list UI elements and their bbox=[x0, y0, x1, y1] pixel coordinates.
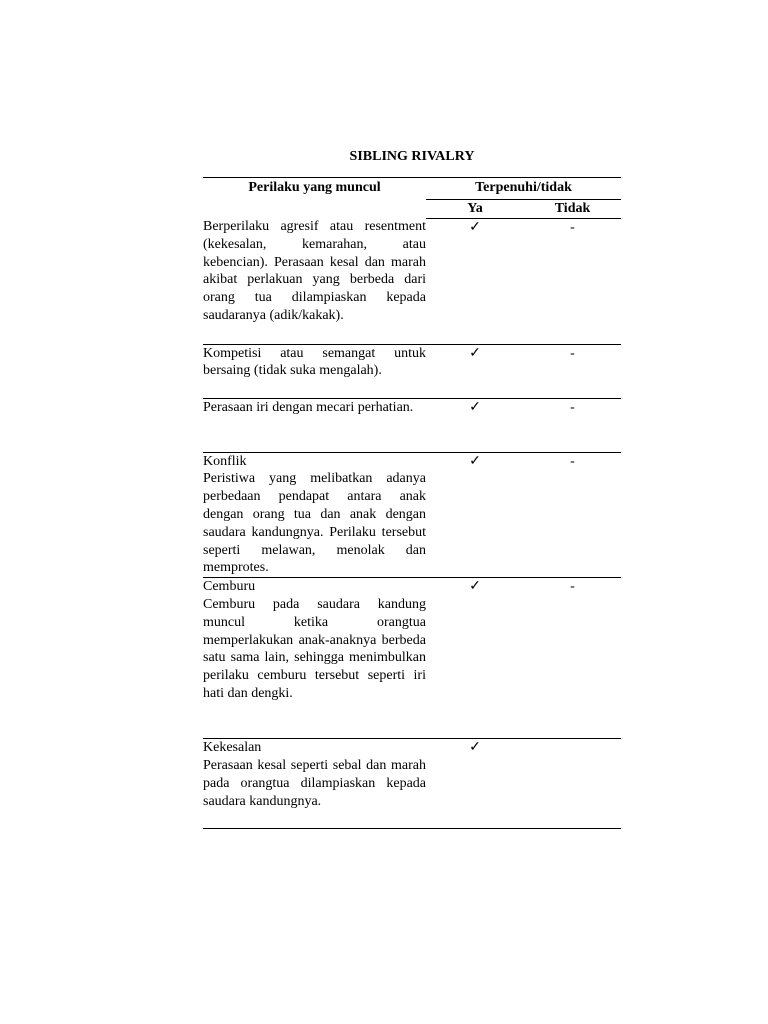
behavior-text: Berperilaku agresif atau resentment (kekesalan, kemarahan, atau kebencian). Perasaan kesal dan marah akibat perlakuan yang berbeda dari orang tua dilampiaskan kepada saudaranya (adik/kakak). bbox=[203, 219, 426, 324]
behavior-text: Peristiwa yang melibatkan adanya perbedaan pendapat antara anak dengan orang tua dan anak dengan saudara kandungnya. Perilaku tersebut seperti melawan, menolak dan memprotes. bbox=[203, 471, 426, 576]
behavior-heading: Cemburu bbox=[203, 579, 256, 595]
no-dash bbox=[524, 739, 621, 829]
table-row bbox=[203, 344, 621, 398]
behavior-cell bbox=[203, 452, 426, 578]
yes-check-icon: ✓ bbox=[426, 452, 524, 578]
behavior-text: Kompetisi atau semangat untuk bersaing (tidak suka mengalah). bbox=[203, 345, 426, 379]
behavior-cell bbox=[203, 218, 426, 344]
header-behavior: Perilaku yang muncul bbox=[203, 178, 426, 219]
yes-check-icon: ✓ bbox=[426, 218, 524, 344]
table-row bbox=[203, 218, 621, 344]
behavior-cell bbox=[203, 739, 426, 829]
header-yes: Ya bbox=[426, 199, 524, 218]
header-fulfilled-group: Terpenuhi/tidak bbox=[426, 178, 621, 200]
yes-check-icon: ✓ bbox=[426, 578, 524, 739]
behavior-heading: Konflik bbox=[203, 453, 247, 469]
yes-check-icon: ✓ bbox=[426, 344, 524, 398]
behavior-cell bbox=[203, 578, 426, 739]
no-dash: - bbox=[524, 452, 621, 578]
behavior-cell bbox=[203, 398, 426, 452]
behavior-cell bbox=[203, 344, 426, 398]
no-dash: - bbox=[524, 398, 621, 452]
behavior-text: Perasaan iri dengan mecari perhatian. bbox=[203, 399, 414, 415]
yes-check-icon: ✓ bbox=[426, 739, 524, 829]
no-dash: - bbox=[524, 218, 621, 344]
behavior-text: Perasaan kesal seperti sebal dan marah pada orangtua dilampiaskan kepada saudara kandungnya. bbox=[203, 757, 426, 809]
no-dash: - bbox=[524, 344, 621, 398]
table-row bbox=[203, 578, 621, 739]
behavior-heading: Kekesalan bbox=[203, 740, 262, 756]
no-dash: - bbox=[524, 578, 621, 739]
yes-check-icon: ✓ bbox=[426, 398, 524, 452]
table-row bbox=[203, 739, 621, 829]
document-title: SIBLING RIVALRY bbox=[349, 149, 475, 164]
header-no: Tidak bbox=[524, 199, 621, 218]
behavior-text: Cemburu pada saudara kandung muncul ketika orangtua memperlakukan anak-anaknya berbeda satu sama lain, sehingga menimbulkan perilaku cemburu tersebut seperti iri hati dan dengki. bbox=[203, 596, 426, 701]
table-row bbox=[203, 398, 621, 452]
table-row bbox=[203, 452, 621, 578]
sibling-rivalry-table bbox=[203, 177, 621, 829]
